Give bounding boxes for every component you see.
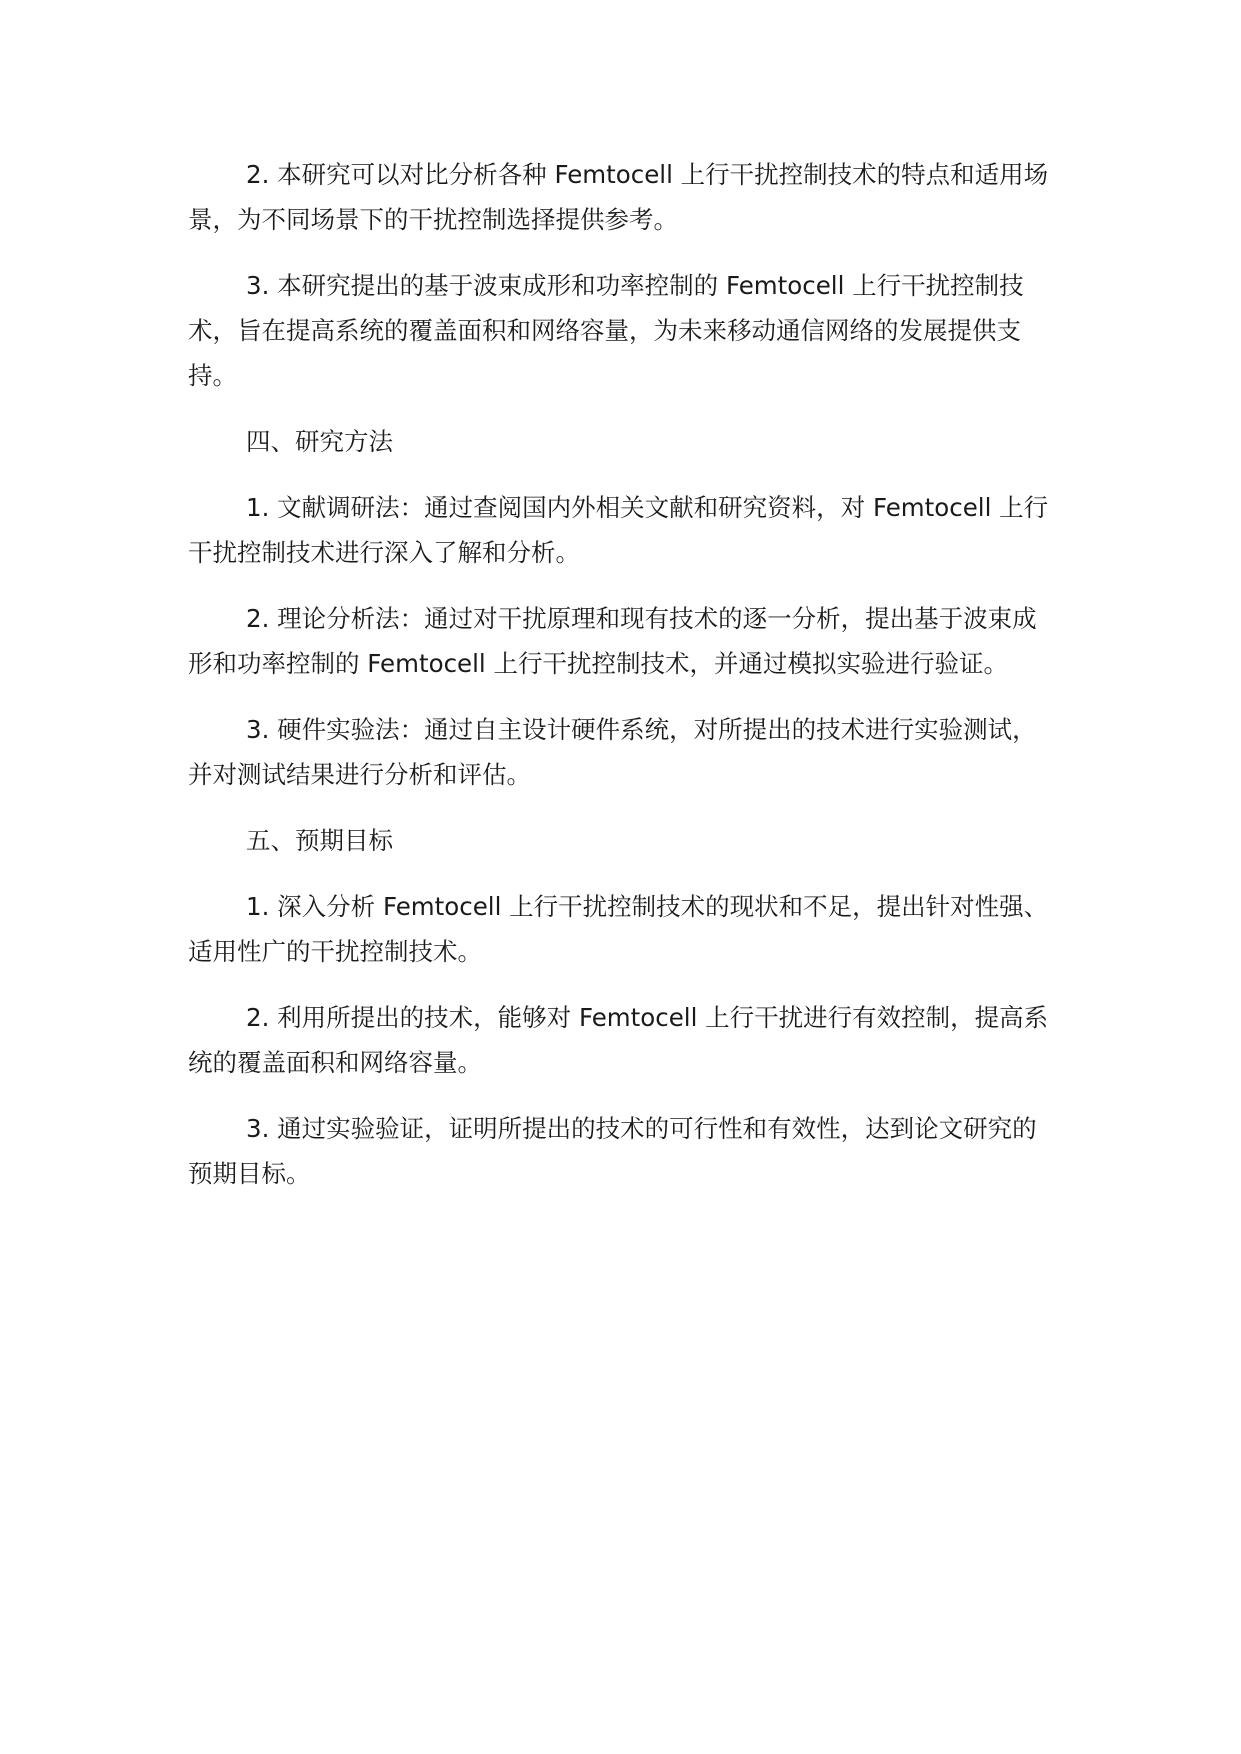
paragraph-goal-3: 3. 通过实验验证，证明所提出的技术的可行性和有效性，达到论文研究的预期目标。	[188, 1114, 1037, 1188]
paragraph-significance-2: 2. 本研究可以对比分析各种 Femtocell 上行干扰控制技术的特点和适用场景，为不同场景下的干扰控制选择提供参考。	[188, 160, 1049, 234]
document-body	[188, 152, 1054, 1217]
paragraph-method-1: 1. 文献调研法：通过查阅国内外相关文献和研究资料，对 Femtocell 上行干扰控制技术进行深入了解和分析。	[188, 493, 1049, 567]
paragraph-significance-3: 3. 本研究提出的基于波束成形和功率控制的 Femtocell 上行干扰控制技术，旨在提高系统的覆盖面积和网络容量，为未来移动通信网络的发展提供支持。	[188, 271, 1024, 390]
section-heading-goals: 五、预期目标	[246, 826, 393, 855]
paragraph-goal-1: 1. 深入分析 Femtocell 上行干扰控制技术的现状和不足，提出针对性强、适用性广的干扰控制技术。	[188, 892, 1049, 966]
paragraph-goal-2: 2. 利用所提出的技术，能够对 Femtocell 上行干扰进行有效控制，提高系统的覆盖面积和网络容量。	[188, 1003, 1049, 1077]
paragraph-method-2: 2. 理论分析法：通过对干扰原理和现有技术的逐一分析，提出基于波束成形和功率控制的 Femtocell 上行干扰控制技术，并通过模拟实验进行验证。	[188, 604, 1037, 678]
paragraph-method-3: 3. 硬件实验法：通过自主设计硬件系统，对所提出的技术进行实验测试，并对测试结果进行分析和评估。	[188, 715, 1037, 789]
section-heading-methods: 四、研究方法	[246, 427, 393, 456]
